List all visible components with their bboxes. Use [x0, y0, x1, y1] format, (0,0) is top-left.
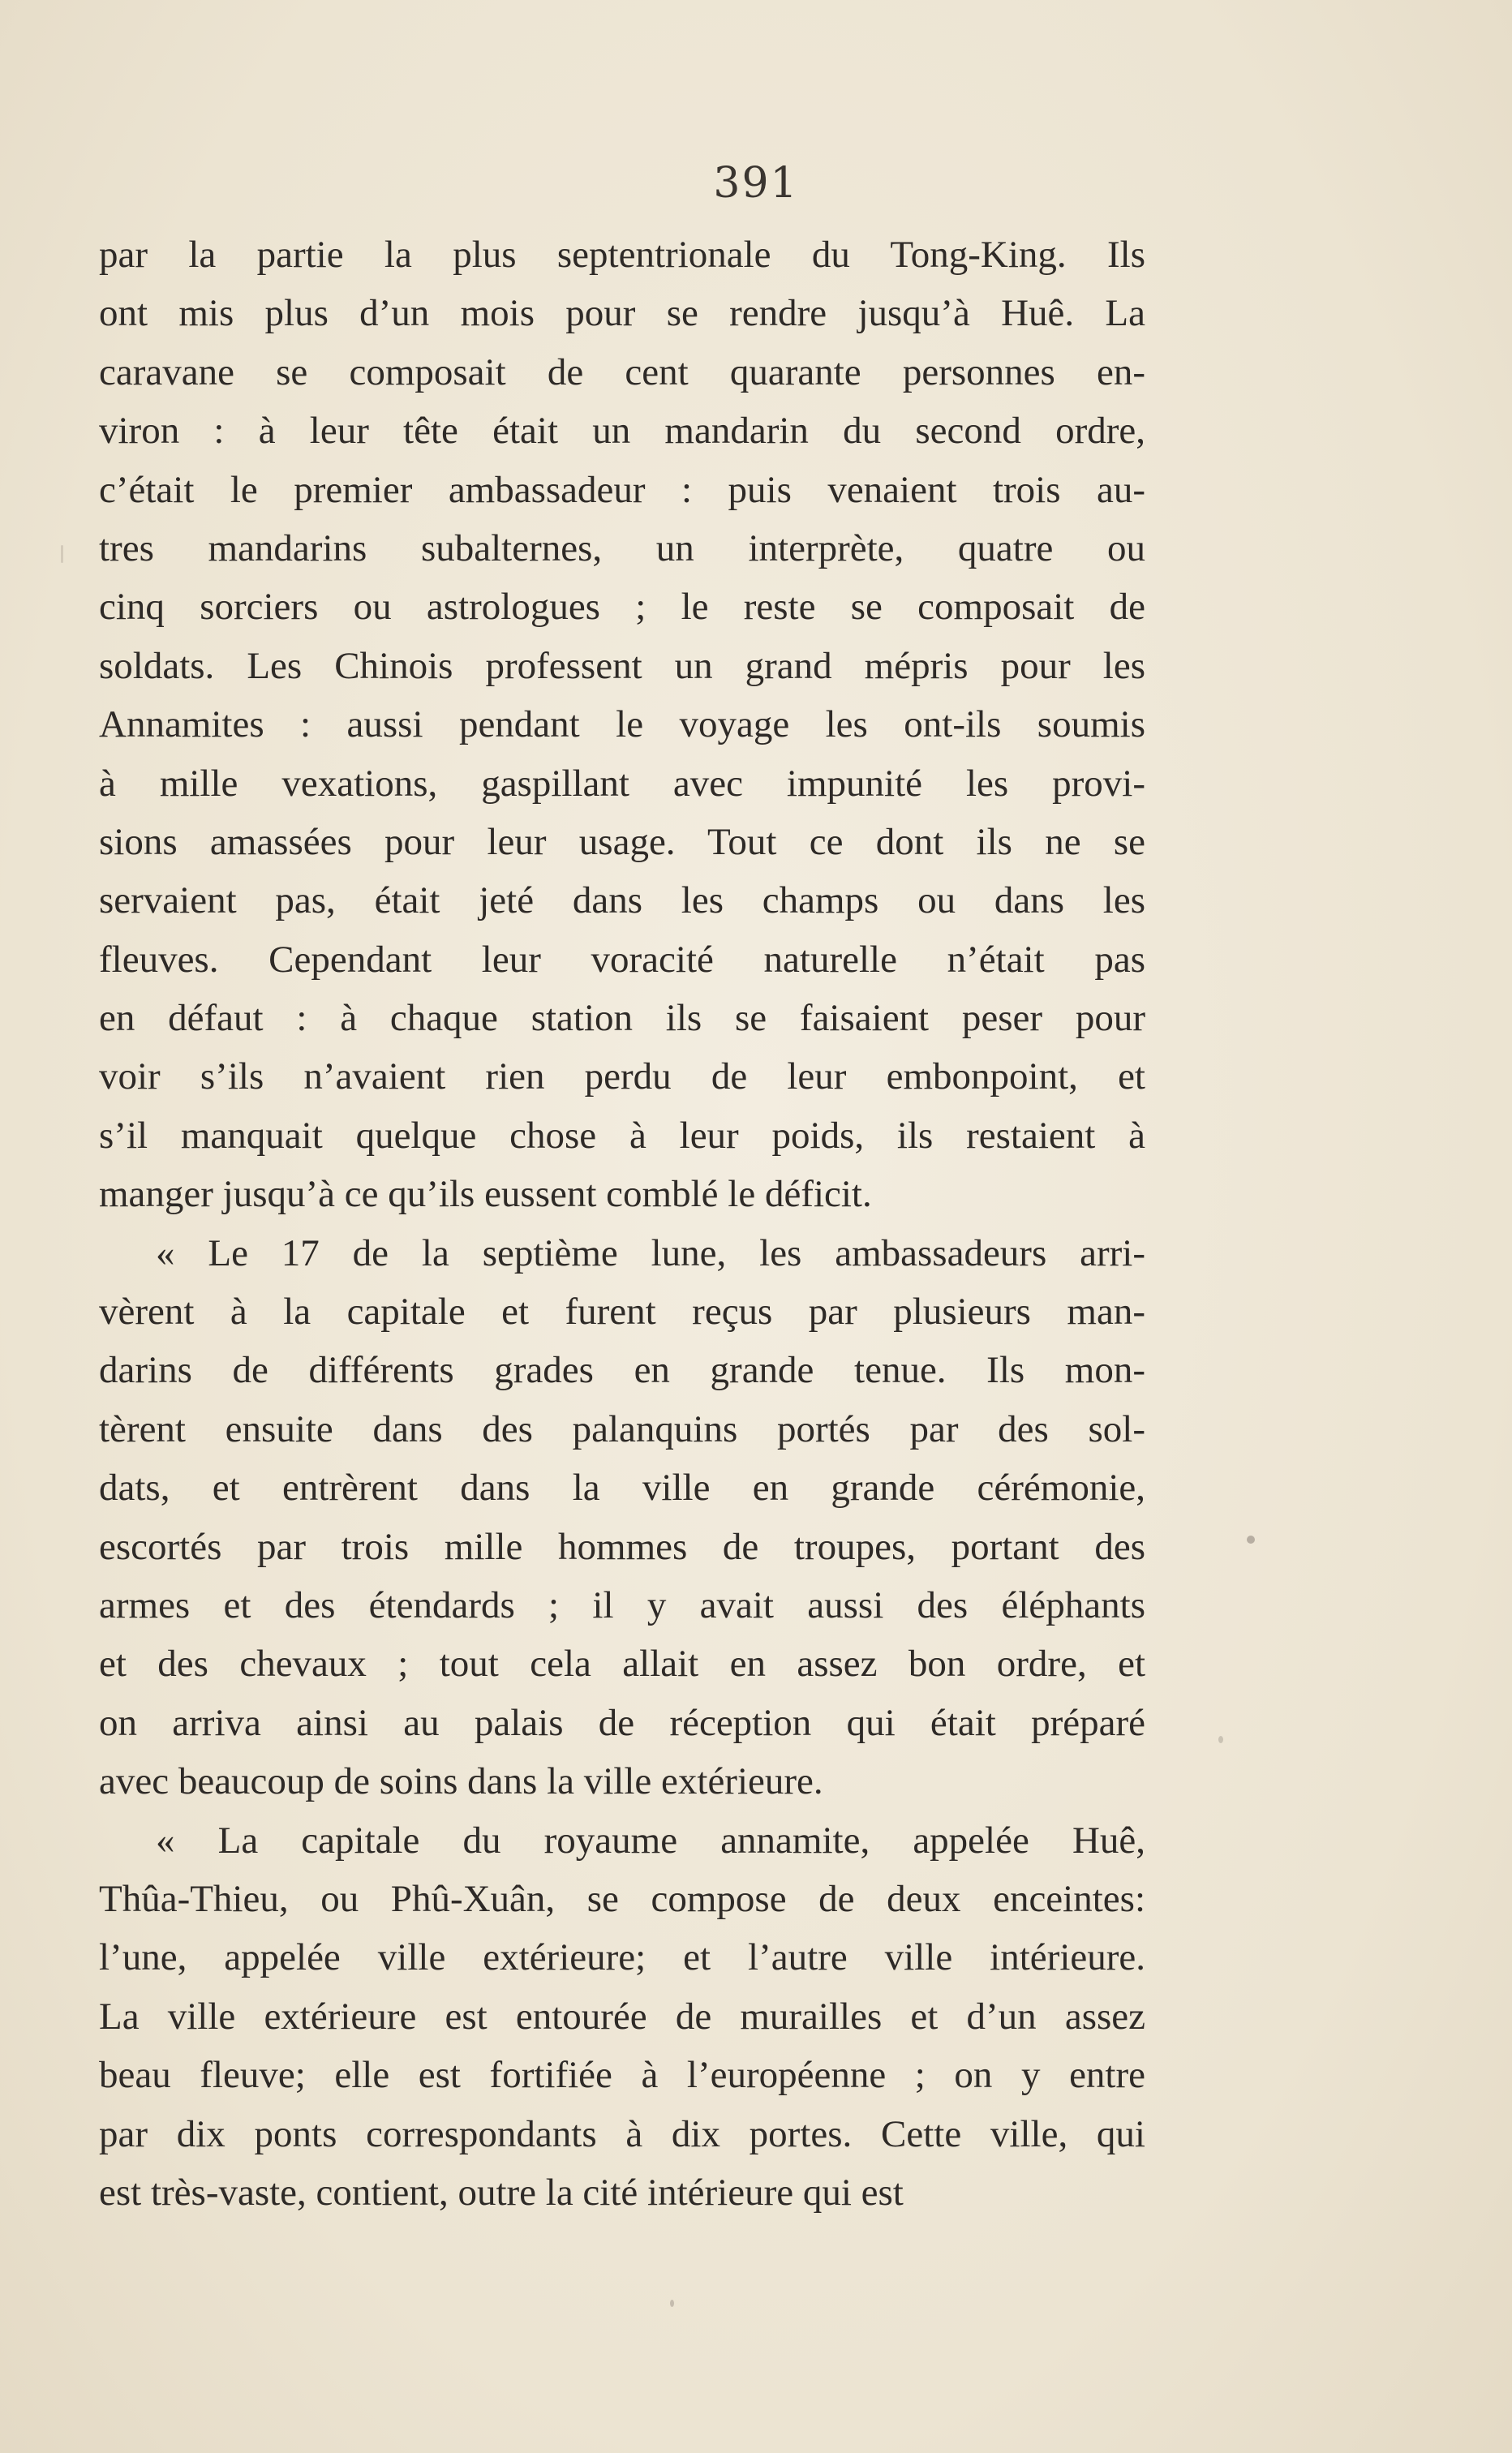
- text-line: voir s’ils n’avaient rien perdu de leur embonpoint, et: [99, 1055, 1145, 1098]
- text-line: « La capitale du royaume annamite, appelée Huê,: [156, 1819, 1145, 1862]
- text-line: Annamites : aussi pendant le voyage les ont-ils soumis: [99, 703, 1145, 746]
- text-line: par dix ponts correspondants à dix portes. Cette ville, qui: [99, 2112, 1145, 2155]
- text-line: par la partie la plus septentrionale du Tong-King. Ils: [99, 234, 1145, 276]
- text-line: c’était le premier ambassadeur : puis venaient trois au-: [99, 468, 1145, 511]
- text-line: tres mandarins subalternes, un interprète, quatre ou: [99, 526, 1145, 569]
- text-line: darins de différents grades en grande tenue. Ils mon-: [99, 1349, 1145, 1392]
- body-text: [99, 226, 1145, 2222]
- text-line: tèrent ensuite dans des palanquins portés par des sol-: [99, 1407, 1145, 1450]
- text-line: « Le 17 de la septième lune, les ambassadeurs arri-: [156, 1231, 1145, 1274]
- text-line: dats, et entrèrent dans la ville en grande cérémonie,: [99, 1467, 1145, 1510]
- text-line: soldats. Les Chinois professent un grand mépris pour les: [99, 644, 1145, 687]
- text-line: en défaut : à chaque station ils se faisaient peser pour: [99, 997, 1145, 1040]
- text-line: armes et des étendards ; il y avait aussi des éléphants: [99, 1583, 1145, 1626]
- text-line: vèrent à la capitale et furent reçus par plusieurs man-: [99, 1291, 1145, 1334]
- text-line: servaient pas, était jeté dans les champs ou dans les: [99, 879, 1145, 922]
- text-line: escortés par trois mille hommes de troupes, portant des: [99, 1525, 1145, 1568]
- text-line: fleuves. Cependant leur voracité naturelle n’était pas: [99, 938, 1145, 981]
- text-line: beau fleuve; elle est fortifiée à l’européenne ; on y entre: [99, 2054, 1145, 2097]
- text-line: caravane se composait de cent quarante personnes en-: [99, 350, 1145, 393]
- text-line: manger jusqu’à ce qu’ils eussent comblé le déficit.: [99, 1173, 872, 1216]
- text-line: sions amassées pour leur usage. Tout ce dont ils ne se: [99, 820, 1145, 863]
- paper-speck: [61, 545, 63, 563]
- text-line: est très-vaste, contient, outre la cité intérieure qui est: [99, 2171, 904, 2214]
- text-line: viron : à leur tête était un mandarin du second ordre,: [99, 410, 1145, 453]
- text-line: La ville extérieure est entourée de murailles et d’un assez: [99, 1995, 1145, 2038]
- paper-speck: [670, 2300, 674, 2307]
- text-line: cinq sorciers ou astrologues ; le reste se composait de: [99, 586, 1145, 629]
- text-line: avec beaucoup de soins dans la ville extérieure.: [99, 1760, 823, 1803]
- page-number: 391: [713, 159, 799, 208]
- text-line: à mille vexations, gaspillant avec impunité les provi-: [99, 762, 1145, 805]
- text-line: ont mis plus d’un mois pour se rendre jusqu’à Huê. La: [99, 292, 1145, 335]
- text-line: l’une, appelée ville extérieure; et l’autre ville intérieure.: [99, 1936, 1145, 1979]
- text-line: Thûa-Thieu, ou Phû-Xuân, se compose de deux enceintes:: [99, 1877, 1145, 1920]
- paper-speck: [1247, 1536, 1255, 1544]
- text-line: on arriva ainsi au palais de réception qui était préparé: [99, 1701, 1145, 1744]
- text-line: s’il manquait quelque chose à leur poids, ils restaient à: [99, 1114, 1145, 1157]
- paper-speck: [1218, 1736, 1223, 1743]
- text-line: et des chevaux ; tout cela allait en assez bon ordre, et: [99, 1643, 1145, 1686]
